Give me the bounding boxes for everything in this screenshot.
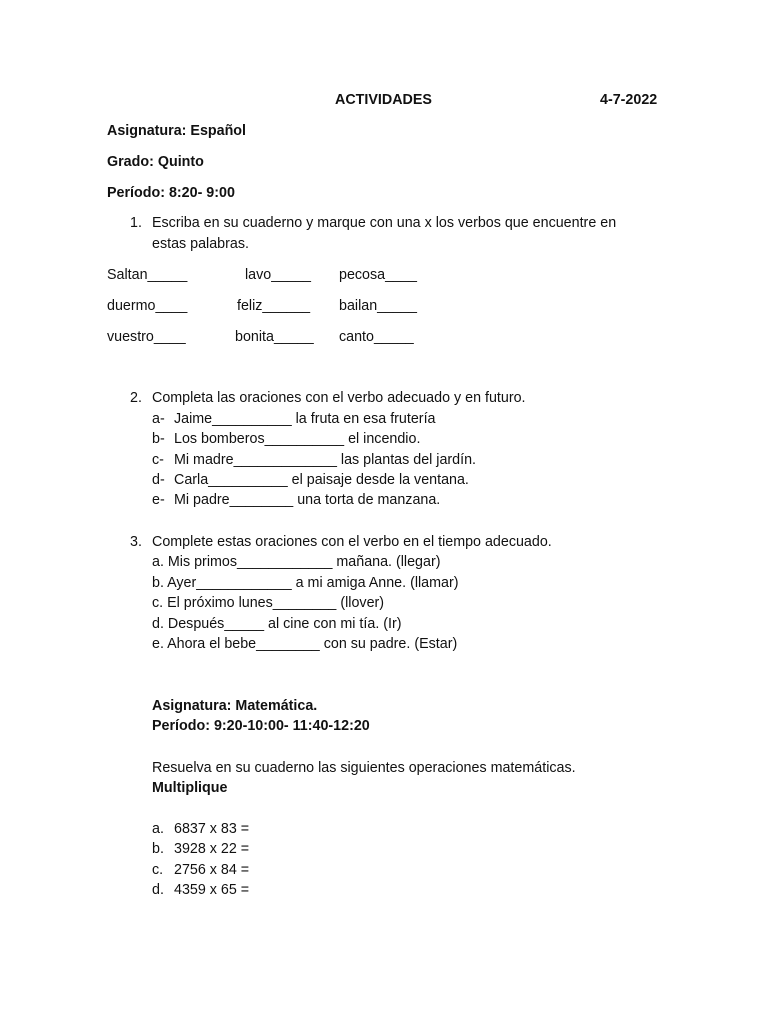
list-item: Mi padre________ una torta de manzana. [174,492,441,508]
word-item: feliz______ [237,298,311,314]
subject-label: Asignatura: Español [107,123,247,139]
math-instruction: Resuelva en su cuaderno las siguientes operaciones matemáticas. [152,760,576,776]
q3-number: 3. [130,534,142,550]
list-marker: a. [152,821,164,837]
q3-text: Complete estas oraciones con el verbo en el tiempo adecuado. [152,534,552,550]
q1-number: 1. [130,215,142,231]
math-operation: 6837 x 83 = [174,821,250,837]
word-item: duermo____ [107,298,188,314]
list-marker: d. [152,882,164,898]
document-date: 4-7-2022 [600,92,658,108]
q2-text: Completa las oraciones con el verbo adecuado y en futuro. [152,390,526,406]
grade-label: Grado: Quinto [107,154,204,170]
math-operation: 4359 x 65 = [174,882,250,898]
list-marker: e- [152,492,165,508]
word-item: bonita_____ [235,329,314,345]
math-operation: 2756 x 84 = [174,862,250,878]
list-item: Jaime__________ la fruta en esa frutería [174,411,436,427]
math-subject-label: Asignatura: Matemática. [152,698,318,714]
list-marker: b- [152,431,165,447]
math-period-label: Período: 9:20-10:00- 11:40-12:20 [152,718,370,734]
list-marker: c. [152,862,164,878]
list-item: e. Ahora el bebe________ con su padre. (Estar) [152,636,458,652]
list-marker: b. [152,841,164,857]
list-item: b. Ayer____________ a mi amiga Anne. (llamar) [152,575,459,591]
word-item: Saltan_____ [107,267,188,283]
math-operation: 3928 x 22 = [174,841,250,857]
q1-text-line2: estas palabras. [152,236,249,252]
period-label: Período: 8:20- 9:00 [107,185,235,201]
list-item: Mi madre_____________ las plantas del jardín. [174,452,477,468]
word-item: lavo_____ [245,267,311,283]
list-item: Los bomberos__________ el incendio. [174,431,421,447]
list-marker: a- [152,411,165,427]
list-item: a. Mis primos____________ mañana. (llegar) [152,554,441,570]
list-item: c. El próximo lunes________ (llover) [152,595,385,611]
list-marker: c- [152,452,164,468]
word-item: canto_____ [339,329,414,345]
list-marker: d- [152,472,165,488]
list-item: d. Después_____ al cine con mi tía. (Ir) [152,616,402,632]
q1-text-line1: Escriba en su cuaderno y marque con una x los verbos que encuentre en [152,215,617,231]
list-item: Carla__________ el paisaje desde la ventana. [174,472,469,488]
math-heading: Multiplique [152,780,228,796]
word-item: vuestro____ [107,329,186,345]
word-item: pecosa____ [339,267,417,283]
q2-number: 2. [130,390,142,406]
document-title: ACTIVIDADES [335,92,432,108]
word-item: bailan_____ [339,298,417,314]
